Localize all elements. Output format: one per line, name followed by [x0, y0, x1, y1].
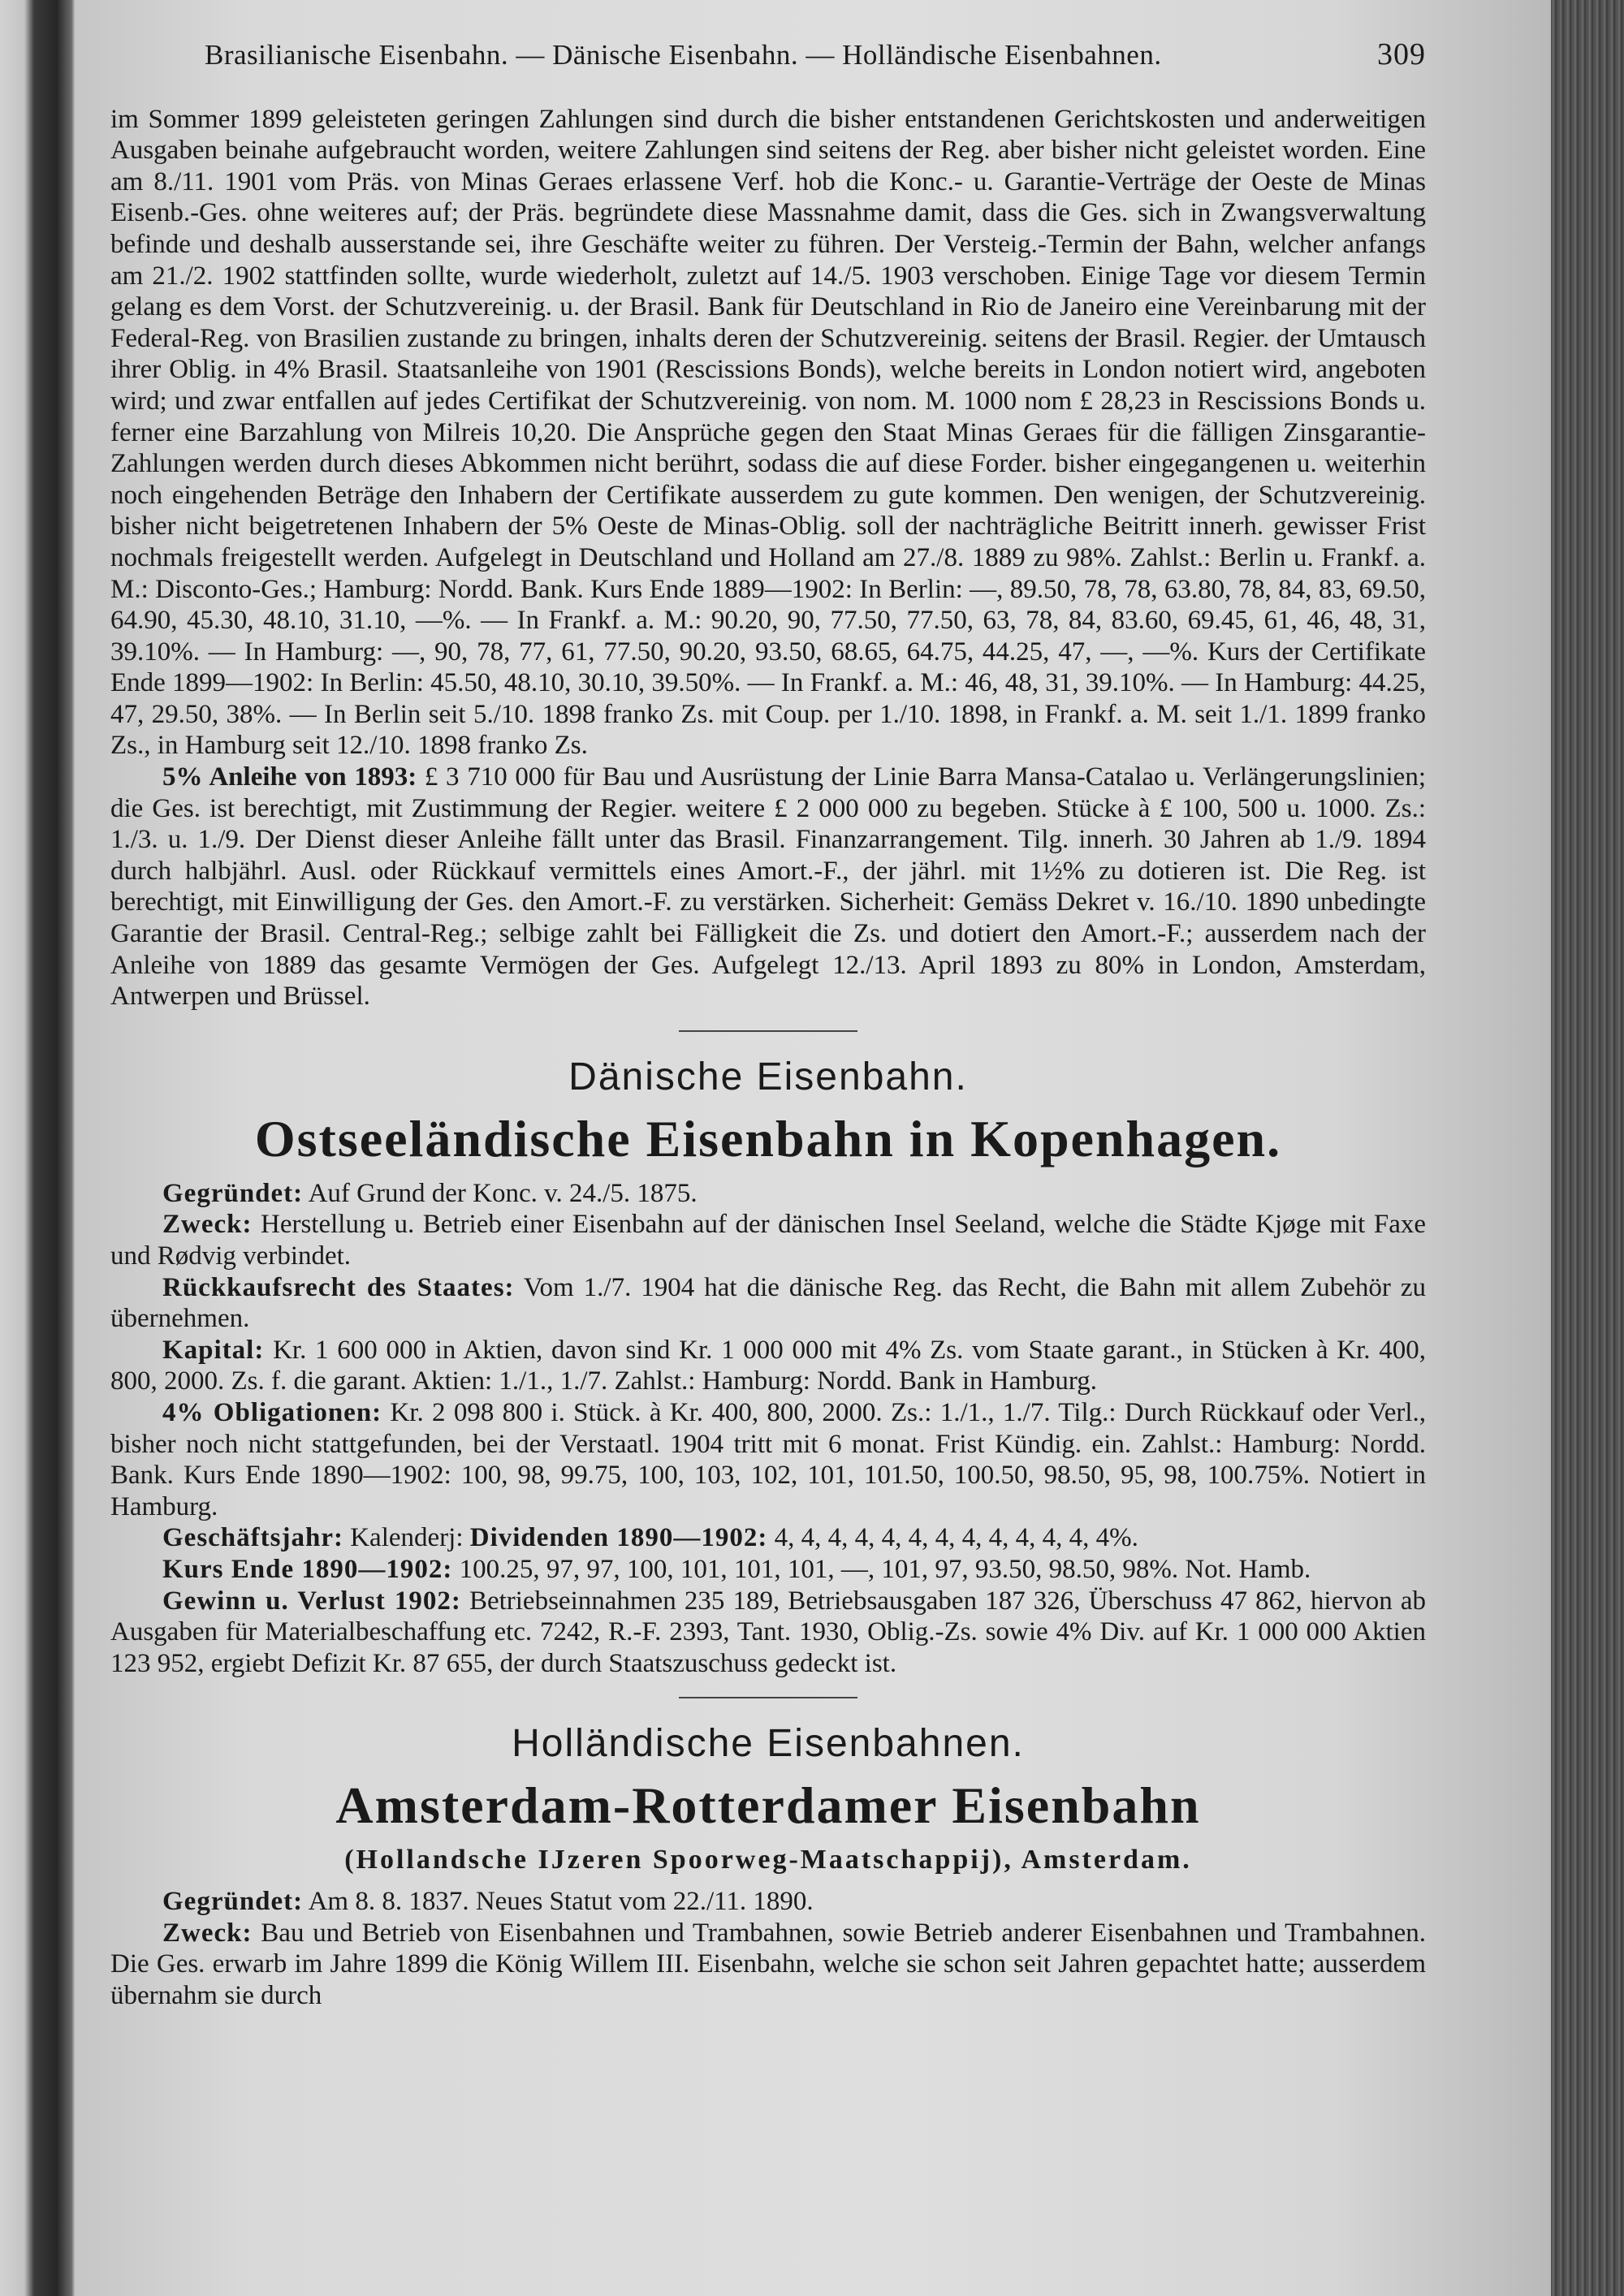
entry-text: Herstellung u. Betrieb einer Eisenbahn auf der dänischen Insel Seeland, welche die Städte Kjøge mit Faxe und Rødvig verbindet.: [110, 1210, 1426, 1271]
book-spine-left: [0, 0, 75, 2296]
entry-kurs-ende: [110, 1554, 1426, 1586]
separator-rule: [679, 1697, 857, 1698]
page-content: [110, 39, 1426, 2011]
entry-text: Auf Grund der Konc. v. 24./5. 1875.: [308, 1178, 698, 1208]
section-title-dutch: Holländische Eisenbahnen.: [512, 1722, 1025, 1766]
company-subtitle: (Hollandsche IJzeren Spoorweg-Maatschappij), Amsterdam.: [344, 1845, 1192, 1875]
entry-text: Vom 1./7. 1904 hat die dänische Reg. das Recht, die Bahn mit allem Zubehör zu übernehmen.: [110, 1272, 1427, 1334]
entry-text: Kr. 1 600 000 in Aktien, davon sind Kr. 1 000 000 mit 4% Zs. vom Staate garant., in Stücken à Kr. 400, 800, 2000. Zs. f. die garant. Aktien: 1./1., 1./7. Zahlst.: Hamburg: Nordd. Bank in Hamburg.: [110, 1335, 1426, 1396]
entry-obligationen: [110, 1397, 1426, 1522]
entry-text: 100.25, 97, 97, 100, 101, 101, 101, —, 101, 97, 93.50, 98.50, 98%. Not. Hamb.: [459, 1554, 1311, 1584]
entry-label: Zweck:: [162, 1918, 253, 1948]
anleihe-text: £ 3 710 000 für Bau und Ausrüstung der Linie Barra Mansa-Catalao u. Verlängerungslinien; die Ges. ist berechtigt, mit Zustimmung der Regier. weitere £ 2 000 000 zu begeben. Stücke à £ 100, 500 u. 1000. Zs.: 1./3. u. 1./9. Der Dienst dieser Anleihe fällt unter das Brasil. Finanzarrangement. Tilg. innerh. 30 Jahren ab 1./9. 1894 durch halbjährl. Ausl. oder Rückkauf vermittels eines Amort.-F., der jährl. mit 1½% zu dotieren ist. Die Reg. ist berechtigt, mit Einwilligung der Ges. den Amort.-F. zu verstärken. Sicherheit: Gemäss Dekret v. 16./10. 1890 unbedingte Garantie der Brasil. Central-Reg.; selbige zahlt bei Fälligkeit die Zs. und dotiert den Amort.-F.; ausserdem nach der Anleihe von 1889 das gesamte Vermögen der Ges. Aufgelegt 12./13. April 1893 zu 80% in London, Amsterdam, Antwerpen und Brüssel.: [110, 762, 1426, 1012]
entry-gewinn-verlust: [110, 1586, 1426, 1680]
anleihe-label: 5% Anleihe von 1893:: [162, 762, 417, 792]
entry-label: Zweck:: [162, 1210, 253, 1240]
brasil-anleihe-paragraph: [110, 762, 1426, 1012]
entry-text: Bau und Betrieb von Eisenbahnen und Trambahnen, sowie Betrieb anderer Eisenbahnen und Trambahnen. Die Ges. erwarb im Jahre 1899 die König Willem III. Eisenbahn, welche sie schon seit Jahren gepachtet hatte; ausserdem übernahm sie durch: [110, 1918, 1427, 2010]
entry-label: Gewinn u. Verlust 1902:: [162, 1586, 461, 1616]
page-edges-right: [1551, 0, 1624, 2296]
entry-label: Gegründet:: [162, 1886, 304, 1916]
entry-gegruendet: [110, 1886, 1426, 1918]
entry-label: Gegründet:: [162, 1178, 304, 1208]
entry-label: Geschäftsjahr:: [162, 1523, 343, 1553]
entry-label-dividenden: Dividenden 1890—1902:: [469, 1523, 768, 1553]
entry-label: Kurs Ende 1890—1902:: [162, 1554, 453, 1584]
entry-kapital: [110, 1335, 1426, 1397]
running-header: [110, 39, 1426, 71]
entry-text: Betriebseinnahmen 235 189, Betriebsausgaben 187 326, Überschuss 47 862, hiervon ab Ausgaben für Materialbeschaffung etc. 7242, R.-F. 2393, Tant. 1930, Oblig.-Zs. sowie 4% Div. auf Kr. 1 000 000 Aktien 123 952, ergiebt Defizit Kr. 87 655, der durch Staatszuschuss gedeckt ist.: [110, 1586, 1426, 1678]
company-title-amsterdam-rotterdam: Amsterdam-Rotterdamer Eisenbahn: [335, 1776, 1201, 1835]
entry-rueckkaufsrecht: [110, 1272, 1426, 1335]
section-title-danish: Dänische Eisenbahn.: [568, 1055, 968, 1098]
entry-label: 4% Obligationen:: [162, 1397, 382, 1427]
entry-text-dividenden: 4, 4, 4, 4, 4, 4, 4, 4, 4, 4, 4, 4, 4%.: [774, 1523, 1138, 1553]
running-title: Brasilianische Eisenbahn. — Dänische Eisenbahn. — Holländische Eisenbahnen.: [205, 39, 1162, 71]
company-title-ostseelaendische: Ostseeländische Eisenbahn in Kopenhagen.: [254, 1109, 1282, 1167]
entry-zweck: [110, 1209, 1426, 1271]
entry-text: Kalenderj:: [350, 1523, 464, 1553]
entry-label: Rückkaufsrecht des Staates:: [162, 1272, 515, 1302]
entry-label: Kapital:: [162, 1335, 265, 1365]
page-number: 309: [1377, 37, 1426, 71]
entry-geschaeftsjahr: [110, 1522, 1426, 1554]
entry-text: Am 8. 8. 1837. Neues Statut vom 22./11. 1890.: [308, 1886, 814, 1916]
entry-gegruendet: [110, 1178, 1426, 1210]
entry-text: Kr. 2 098 800 i. Stück. à Kr. 400, 800, 2000. Zs.: 1./1., 1./7. Tilg.: Durch Rückkauf oder Verl., bisher noch nicht stattgefunden, bei der Verstaatl. 1904 tritt mit 6 monat. Frist Kündig. ein. Zahlst.: Hamburg: Nordd. Bank. Kurs Ende 1890—1902: 100, 98, 99.75, 100, 103, 102, 101, 101.50, 100.50, 98.50, 95, 98, 100.75%. Notiert in Hamburg.: [110, 1397, 1427, 1521]
brasil-continuation-paragraph: im Sommer 1899 geleisteten geringen Zahlungen sind durch die bisher entstandenen Gerichtskosten und anderweitigen Ausgaben beinahe aufgebraucht worden, weitere Zahlungen sind seitens der Reg. aber bisher nicht geleistet worden. Eine am 8./11. 1901 vom Präs. von Minas Geraes erlassene Verf. hob die Konc.- u. Garantie-Verträge der Oeste de Minas Eisenb.-Ges. ohne weiteres auf; der Präs. begründete diese Massnahme damit, dass die Ges. sich in Zwangsverwaltung befinde und deshalb ausserstande sei, ihre Geschäfte weiter zu führen. Der Versteig.-Termin der Bahn, welcher anfangs am 21./2. 1902 stattfinden sollte, wurde wiederholt, zuletzt auf 14./5. 1903 verschoben. Einige Tage vor diesem Termin gelang es dem Vorst. der Schutzvereinig. u. der Brasil. Bank für Deutschland in Rio de Janeiro eine Vereinbarung mit der Federal-Reg. von Brasilien zustande zu bringen, inhalts deren der Schutzvereinig. seitens der Brasil. Regier. der Umtausch ihrer Oblig. in 4% Brasil. Staatsanleihe von 1901 (Rescissions Bonds), welche bereits in London notiert wird, angeboten wird; und zwar entfallen auf jedes Certifikat der Schutzvereinig. von nom. M. 1000 nom £ 28,23 in Rescissions Bonds u. ferner eine Barzahlung von Milreis 10,20. Die Ansprüche gegen den Staat Minas Geraes für die fälligen Zinsgarantie-Zahlungen werden durch dieses Abkommen nicht berührt, sodass die auf diese Forder. bisher eingegangenen u. weiterhin noch eingehenden Beträge den Inhabern der Certifikate ausserdem zu gute kommen. Den wenigen, der Schutzvereinig. bisher nicht beigetretenen Inhabern der 5% Oeste de Minas-Oblig. soll der nachträgliche Beitritt innerh. gewisser Frist nochmals freigestellt werden. Aufgelegt in Deutschland und Holland am 27./8. 1889 zu 98%. Zahlst.: Berlin u. Frankf. a. M.: Disconto-Ges.; Hamburg: Nordd. Bank. Kurs Ende 1889—1902: In Berlin: —, 89.50, 78, 78, 63.80, 78, 84, 83, 69.50, 64.90, 45.30, 48.10, 31.10, —%. — In Frankf. a. M.: 90.20, 90, 77.50, 77.50, 63, 78, 84, 83.60, 69.45, 61, 46, 48, 31, 39.10%. — In Hamburg: —, 90, 78, 77, 61, 77.50, 90.20, 93.50, 68.65, 64.75, 44.25, 47, —, —%. Kurs der Certifikate Ende 1899—1902: In Berlin: 45.50, 48.10, 30.10, 39.50%. — In Frankf. a. M.: 46, 48, 31, 39.10%. — In Hamburg: 44.25, 47, 29.50, 38%. — In Berlin seit 5./10. 1898 franko Zs. mit Coup. per 1./10. 1898, in Frankf. a. M. seit 1./1. 1899 franko Zs., in Hamburg seit 12./10. 1898 franko Zs.: [110, 104, 1426, 761]
entry-zweck: [110, 1918, 1426, 2012]
separator-rule: [679, 1030, 857, 1032]
